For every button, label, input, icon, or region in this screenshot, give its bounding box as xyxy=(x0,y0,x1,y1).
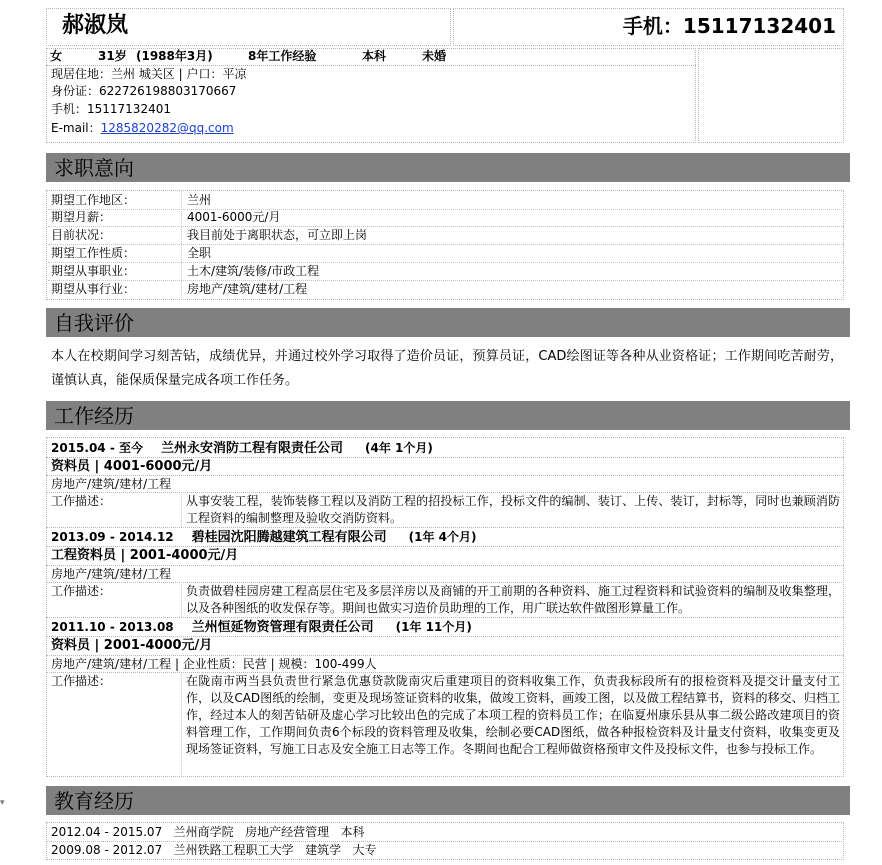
email-line xyxy=(51,120,234,137)
page-marker-icon: ▾ xyxy=(0,798,5,808)
intention-value: 土木/建筑/装修/市政工程 xyxy=(187,264,320,278)
section-education xyxy=(46,786,850,815)
experience: 8年工作经验 xyxy=(248,49,317,63)
self-eval-text: 本人在校期间学习刻苦钻，成绩优异，并通过校外学习取得了造价员证，预算员证，CAD绘图证等各种从业资格证；工作期间吃苦耐劳，谨慎认真，能保质保量完成各项工作任务。 xyxy=(51,349,843,388)
job-period: 2015.04 - 至今 xyxy=(51,441,143,455)
job-duration: (1年 11个月) xyxy=(395,620,472,634)
intention-label: 期望工作地区： xyxy=(51,193,136,207)
desc-col-divider xyxy=(181,582,182,617)
desc-col-divider xyxy=(181,492,182,527)
intention-label: 期望从事职业： xyxy=(51,264,136,278)
job-header xyxy=(51,619,472,636)
divider xyxy=(46,617,844,618)
marital-status: 未婚 xyxy=(422,49,447,63)
candidate-name: 郝淑岚 xyxy=(62,13,129,38)
birth: (1988年3月) xyxy=(136,49,213,63)
job-description: 从事安装工程，装饰装修工程以及消防工程的招投标工作，投标文件的编制、装订、上传、装订，封标等，同时也兼顾消防工程资料的编制整理及验收交消防资料。 xyxy=(186,494,840,525)
job-duration: (4年 1个月) xyxy=(365,441,433,455)
intention-row xyxy=(48,263,844,281)
intention-row xyxy=(48,281,844,298)
job-description: 在陇南市两当县负责世行紧急优惠贷款陇南灾后重建项目的资料收集工作，负责我标段所有的报检资料及提交计量支付工作，以及CAD图纸的绘制，变更及现场签证资料的收集，做竣工资料，画竣工图，以及做工程结算书，资料的移交、归档工作，经过本人的刻苦钻研及虚心学习比较出色的完成了本项工程的资料员工作；在临夏州康乐县从事二级公路改建项目的资料管理工作，工作期间负责6个标段的资料管理及收集，绘制必要CAD图纸，做各种报检资料及计量支付资料，收集变更及现场签证资料，写施工日志及安全施工日志等工作。冬期间也配合工程师做资格预审文件及投标文件，也参与投标工作。 xyxy=(186,674,840,756)
photo-box xyxy=(698,48,844,143)
section-intention-title: 求职意向 xyxy=(54,156,134,180)
residence-line: 现居住地：兰州 城关区 | 户口：平凉 xyxy=(51,67,247,81)
intention-label: 目前状况： xyxy=(51,228,112,242)
intention-row xyxy=(48,227,844,245)
section-education-title: 教育经历 xyxy=(54,789,134,813)
section-work-title: 工作经历 xyxy=(54,404,134,428)
intention-value: 兰州 xyxy=(187,193,212,207)
job-period: 2013.09 - 2014.12 xyxy=(51,530,174,544)
education-entry: 2009.08 - 2012.07 兰州铁路工程职工大学 建筑学 大专 xyxy=(51,843,377,857)
section-self-eval-title: 自我评价 xyxy=(54,311,134,335)
age: 31岁 xyxy=(98,49,127,63)
intention-label: 期望月薪： xyxy=(51,210,112,224)
job-industry: 房地产/建筑/建材/工程 xyxy=(51,477,172,491)
job-desc-label: 工作描述： xyxy=(51,674,112,688)
intention-value: 全职 xyxy=(187,246,212,260)
section-self-eval xyxy=(46,308,850,337)
section-work xyxy=(46,401,850,430)
desc-col-divider xyxy=(181,672,182,777)
job-desc-label: 工作描述： xyxy=(51,494,112,508)
intention-value: 4001-6000元/月 xyxy=(187,210,281,224)
job-industry: 房地产/建筑/建材/工程 | 企业性质：民营 | 规模：100-499人 xyxy=(51,657,377,671)
header-phone: 手机：15117132401 xyxy=(622,14,836,38)
job-company: 兰州永安消防工程有限责任公司 xyxy=(161,441,344,456)
job-duration: (1年 4个月) xyxy=(408,530,477,544)
id-line: 身份证：622726198803170667 xyxy=(51,84,237,98)
job-position: 工程资料员 | 2001-4000元/月 xyxy=(51,548,239,563)
intention-label: 期望工作性质： xyxy=(51,246,136,260)
email-label: E-mail： xyxy=(51,121,101,135)
intention-row xyxy=(48,209,844,227)
divider xyxy=(46,527,844,528)
intention-value: 我目前处于离职状态，可立即上岗 xyxy=(187,228,368,242)
job-desc-label: 工作描述： xyxy=(51,584,112,598)
section-intention xyxy=(46,153,850,182)
job-company: 碧桂园沈阳腾越建筑工程有限公司 xyxy=(191,530,387,545)
job-industry: 房地产/建筑/建材/工程 xyxy=(51,567,172,581)
intention-value: 房地产/建筑/建材/工程 xyxy=(187,282,308,296)
job-period: 2011.10 - 2013.08 xyxy=(51,620,174,634)
job-header xyxy=(51,529,477,546)
intention-row xyxy=(48,245,844,263)
job-description: 负责做碧桂园房建工程高层住宅及多层洋房以及商铺的开工前期的各种资料、施工过程资料和试验资料的编制及收集整理，以及各种图纸的收发保存等。期间也做实习造价员助理的工作，用广联达软件做图形算量工作。 xyxy=(186,584,840,615)
job-header xyxy=(51,440,433,457)
phone-line: 手机：15117132401 xyxy=(51,102,171,116)
email-link[interactable]: 1285820282@qq.com xyxy=(100,121,234,135)
intention-label: 期望从事行业： xyxy=(51,282,136,296)
intention-row xyxy=(48,192,844,210)
degree: 本科 xyxy=(362,49,387,63)
gender: 女 xyxy=(50,49,63,63)
education-entry: 2012.04 - 2015.07 兰州商学院 房地产经营管理 本科 xyxy=(51,825,365,839)
job-position: 资料员 | 2001-4000元/月 xyxy=(51,638,213,653)
job-company: 兰州恒延物资管理有限责任公司 xyxy=(191,620,374,635)
job-position: 资料员 | 4001-6000元/月 xyxy=(51,459,213,474)
